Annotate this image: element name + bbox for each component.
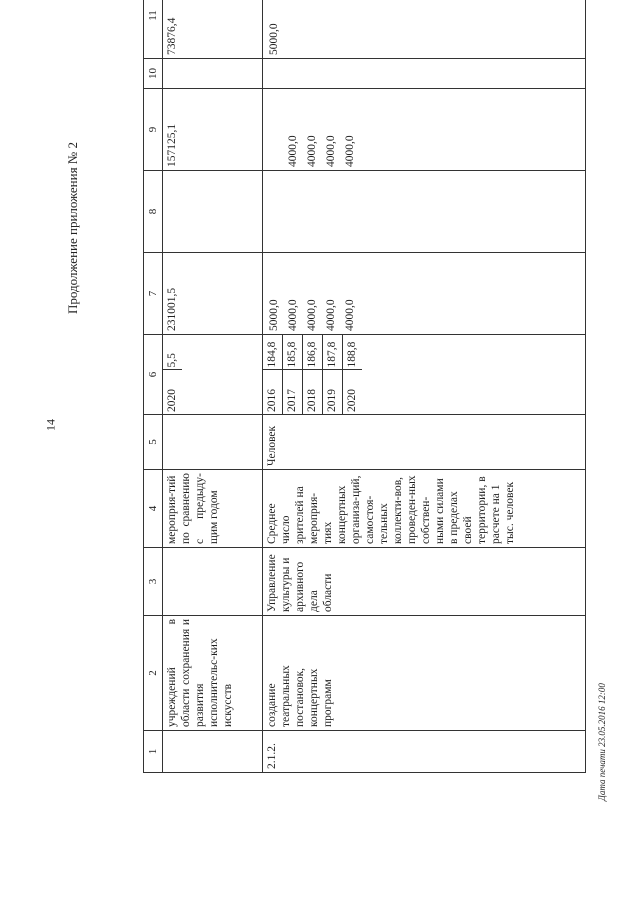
- col-header-1: 1: [144, 731, 163, 773]
- col-header-4: 4: [144, 470, 163, 548]
- col-header-7: 7: [144, 253, 163, 335]
- row2-executor: Управление культуры и архивного дела области: [263, 548, 586, 616]
- row2-col10: [263, 59, 586, 89]
- row2-col7-value: 5000,0: [268, 299, 280, 331]
- row2-year-2016: 2016: [263, 370, 283, 414]
- row2-col9-value: 4000,0: [287, 135, 299, 167]
- table-row: [163, 0, 263, 773]
- row1-executor: [163, 548, 263, 616]
- row2-value-2018: 186,8: [303, 335, 323, 370]
- row2-col8: [263, 171, 586, 253]
- row2-year-2017: 2017: [283, 370, 303, 414]
- row2-col11: [263, 0, 586, 59]
- row1-col9: 157125,1: [163, 89, 263, 171]
- col-header-2: 2: [144, 616, 163, 731]
- table-row: [263, 0, 586, 773]
- row2-value-2017: 185,8: [283, 335, 303, 370]
- col-header-5: 5: [144, 415, 163, 470]
- col-header-8: 8: [144, 171, 163, 253]
- page-number: 14: [43, 419, 58, 431]
- row2-unit: Человек: [263, 415, 586, 470]
- col-header-11: 11: [144, 0, 163, 59]
- col-header-6: 6: [144, 335, 163, 415]
- row1-year-value: 5,5: [166, 353, 178, 368]
- header-row: [144, 0, 163, 773]
- row2-year-2018: 2018: [303, 370, 323, 414]
- row2-col11-value: 5000,0: [268, 23, 280, 55]
- row2-col7-value: 4000,0: [306, 299, 318, 331]
- print-date-footer: Дата печати 23.05.2016 12:00: [597, 683, 607, 801]
- row2-number: 2.1.2.: [263, 731, 586, 773]
- appendix-table: [143, 0, 586, 773]
- row1-col8: [163, 171, 263, 253]
- row2-activity: создание театральных постановок, концертных программ: [263, 616, 586, 731]
- appendix-table-container: [143, 10, 603, 773]
- row1-activity: учреждений в области сохранения и развития исполнительс-ких искусств: [163, 616, 263, 731]
- row1-indicator: мероприя-тий по сравнению с предыду-щим годом: [163, 470, 263, 548]
- row1-col11: 73876,4: [163, 0, 263, 59]
- row1-number: [163, 731, 263, 773]
- row2-col7-value: 4000,0: [287, 299, 299, 331]
- row2-value-2020: 188,8: [346, 341, 358, 368]
- row2-indicator: Среднее число зрителей на мероприя-тиях концертных организа-ций, самостоя-тельных коллекти-вов, проведен-ных собствен-ными силами в пределах своей территории, в расчете на 1 тыс. человек: [263, 470, 586, 548]
- row1-years: [163, 335, 263, 415]
- row2-year-2019: 2019: [323, 370, 343, 414]
- row2-col9-value: 4000,0: [344, 135, 356, 167]
- row2-col7-value: 4000,0: [325, 299, 337, 331]
- col-header-9: 9: [144, 89, 163, 171]
- row1-year: 2020: [163, 370, 182, 414]
- appendix-title: Продолжение приложения № 2: [65, 142, 80, 314]
- row2-col7: [263, 253, 586, 335]
- row2-value-2016: 184,8: [263, 335, 283, 370]
- row2-col7-value: 4000,0: [344, 299, 356, 331]
- col-header-3: 3: [144, 548, 163, 616]
- row2-col9-value: 4000,0: [325, 135, 337, 167]
- row1-total: 231001,5: [163, 253, 263, 335]
- row2-col9: [263, 89, 586, 171]
- row2-col9-value: 4000,0: [306, 135, 318, 167]
- row2-years: [263, 335, 586, 415]
- row2-value-2019: 187,8: [323, 335, 343, 370]
- row2-col9-value: [265, 92, 284, 167]
- row2-year-2020: 2020: [343, 370, 363, 414]
- row1-unit: [163, 415, 263, 470]
- col-header-10: 10: [144, 59, 163, 89]
- row1-col10: [163, 59, 263, 89]
